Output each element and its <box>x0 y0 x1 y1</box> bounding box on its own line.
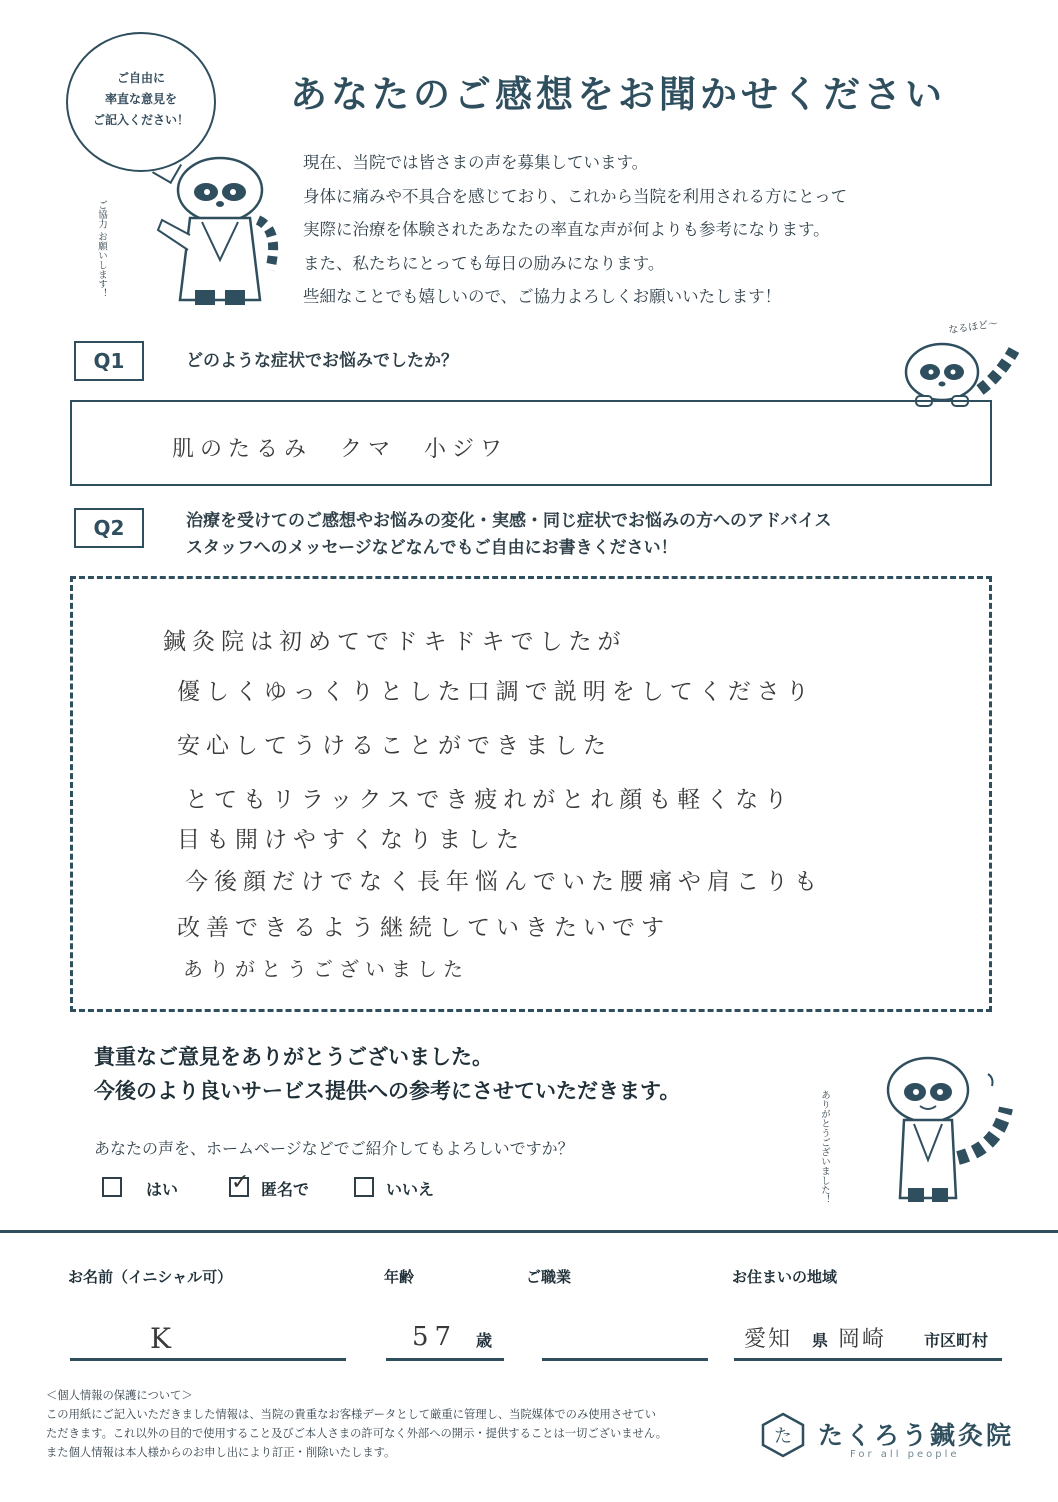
intro-line: 些細なことでも嬉しいので、ご協力よろしくお願いいたします！ <box>303 287 782 306</box>
checkmark-icon: ✓ <box>231 1170 250 1195</box>
occupation-field[interactable] <box>542 1358 708 1361</box>
tanuki-peeking-illustration <box>898 330 1028 410</box>
age-field[interactable] <box>386 1358 504 1361</box>
prefecture-value: 愛知 <box>744 1327 793 1352</box>
q1-label: Q1 <box>74 341 144 381</box>
option-yes-checkbox[interactable] <box>102 1177 122 1197</box>
bubble-line: 率直な意見を <box>104 92 177 106</box>
publish-permission-question: あなたの声を、ホームページなどでご紹介してもよろしいですか？ <box>94 1139 574 1158</box>
logo-mark-text: た <box>774 1426 792 1447</box>
city-value: 岡崎 <box>838 1327 887 1352</box>
clinic-logo-icon <box>760 1412 806 1458</box>
q2-label: Q2 <box>74 508 144 548</box>
q2-answer-line: 鍼灸院は初めてでドキドキでしたが <box>163 629 627 655</box>
clinic-tagline: For all people <box>850 1449 960 1460</box>
page-title: あなたのご感想をお聞かせください <box>290 73 946 116</box>
q2-answer-line: 今後顔だけでなく長年悩んでいた腰痛や肩こりも <box>185 869 823 895</box>
q1-question: どのような症状でお悩みでしたか？ <box>186 351 458 371</box>
age-label: 年齢 <box>384 1268 415 1286</box>
q2-question <box>186 508 832 562</box>
q2-answer-line: 優しくゆっくりとした口調で説明をしてくださり <box>177 679 815 705</box>
age-value: 57 <box>412 1322 458 1352</box>
intro-line: 現在、当院では皆さまの声を募集しています。 <box>303 153 649 172</box>
intro-line: 実際に治療を体験されたあなたの率直な声が何よりも参考になります。 <box>303 220 830 239</box>
intro-line: 身体に痛みや不具合を感じており、これから当院を利用される方にとって <box>303 186 848 206</box>
prefecture-unit: 県 <box>812 1331 829 1350</box>
privacy-line: また個人情報は本人様からのお申し出により訂正・削除いたします。 <box>46 1446 396 1459</box>
q1-answer-box[interactable] <box>70 400 992 486</box>
tanuki-bowing-illustration <box>860 1048 1020 1208</box>
thanks-line: 貴重なご意見をありがとうございました。 <box>94 1045 493 1069</box>
q2-question-line: 治療を受けてのご感想やお悩みの変化・実感・同じ症状でお悩みの方へのアドバイス <box>186 511 832 531</box>
option-label: いいえ <box>386 1180 435 1199</box>
thanks-line: 今後のより良いサービス提供への参考にさせていただきます。 <box>94 1079 681 1103</box>
q2-answer-line: ありがとうございました <box>183 957 469 981</box>
name-value: K <box>150 1322 177 1355</box>
q2-answer-line: とてもリラックスでき疲れがとれ顔も軽くなり <box>185 787 794 813</box>
occupation-label: ご職業 <box>526 1268 572 1286</box>
mascot-note: ご協力 お願いします！ <box>96 200 107 299</box>
q1-answer-text: 肌のたるみ クマ 小ジワ <box>172 437 509 462</box>
intro-text <box>303 146 847 314</box>
option-no-checkbox[interactable] <box>354 1177 374 1197</box>
q2-answer-box[interactable] <box>70 576 992 1012</box>
name-field[interactable] <box>70 1358 346 1361</box>
q2-answer-line: 目も開けやすくなりました <box>177 827 525 853</box>
bubble-line: ご記入ください！ <box>92 113 189 127</box>
tanuki-mascot-illustration <box>150 150 290 310</box>
privacy-line: この用紙にご記入いただきました情報は、当院の貴重なお客様データとして厳重に管理し、当院媒体でのみ使用させてい <box>46 1408 657 1421</box>
area-field[interactable] <box>734 1358 1002 1361</box>
mascot-note: ありがとうございました！ <box>819 1090 830 1204</box>
privacy-line: ただきます。これ以外の目的で使用すること及びご本人さまの許可なく外部への開示・提供することは一切ございません。 <box>46 1427 668 1440</box>
privacy-notice <box>46 1386 667 1462</box>
mascot-note: なるほど〜 <box>947 318 999 337</box>
name-label: お名前（イニシャル可） <box>68 1268 233 1286</box>
option-label: 匿名で <box>261 1180 310 1199</box>
privacy-title: ＜個人情報の保護について＞ <box>46 1389 193 1402</box>
age-unit: 歳 <box>476 1331 493 1350</box>
q2-answer-line: 改善できるよう継続していきたいです <box>177 915 670 941</box>
section-divider <box>0 1230 1058 1233</box>
bubble-line: ご自由に <box>116 71 165 85</box>
clinic-name: たくろう鍼灸院 <box>818 1421 1015 1450</box>
city-unit: 市区町村 <box>924 1331 989 1350</box>
q2-question-line: スタッフへのメッセージなどなんでもご自由にお書きください！ <box>186 538 678 558</box>
area-label: お住まいの地域 <box>732 1268 838 1286</box>
thanks-message <box>94 1040 680 1108</box>
intro-line: また、私たちにとっても毎日の励みになります。 <box>303 253 665 273</box>
option-label: はい <box>146 1180 179 1199</box>
q2-answer-line: 安心してうけることができました <box>177 733 612 759</box>
